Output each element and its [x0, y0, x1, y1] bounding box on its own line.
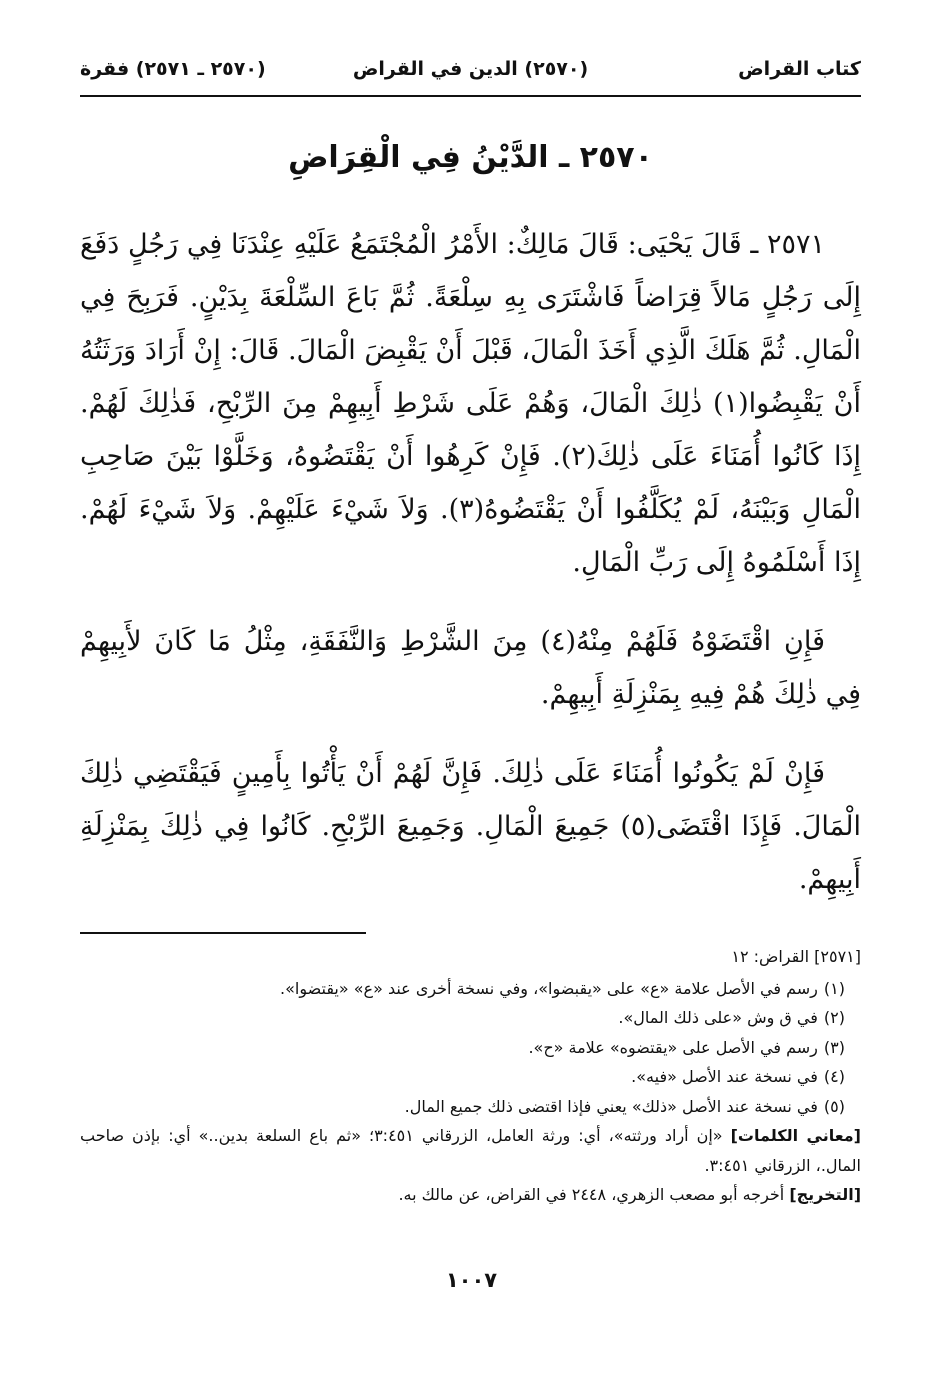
footnote-text: في نسخة عند الأصل «فيه».: [631, 1067, 818, 1086]
paragraph-continuation-2: فَإِنْ لَمْ يَكُونُوا أُمَنَاءَ عَلَى ذٰلِكَ. فَإِنَّ لَهُمْ أَنْ يَأْتُوا بِأَمِينٍ فَيَقْتَضِي ذٰلِكَ الْمَالَ. فَإِذَا اقْتَضَى(٥) جَمِيعَ الْمَالِ. وَجَمِيعَ الرِّبْحِ. كَانُوا فِي ذٰلِكَ بِمَنْزِلَةِ أَبِيهِمْ.: [80, 758, 861, 895]
footnote-4: [80, 1062, 845, 1092]
footnotes-section: [80, 942, 861, 1210]
word-meanings: [80, 1121, 861, 1180]
footnote-number: (٥): [823, 1096, 845, 1116]
book-title: كتاب القراض: [738, 58, 861, 80]
footnote-text: في ق وش «على ذلك المال».: [618, 1008, 818, 1027]
footnote-number: (٣): [823, 1037, 845, 1057]
footnote-divider: [80, 932, 366, 934]
main-text: [80, 218, 861, 932]
takhrij: [80, 1180, 861, 1210]
chapter-heading: ٢٥٧٠ ـ الدَّيْنُ فِي الْقِرَاضِ: [288, 140, 653, 175]
footnote-5: [80, 1092, 845, 1122]
source-reference: [٢٥٧١] القراض: ١٢: [731, 947, 861, 966]
section-title: (٢٥٧٠) الدين في القراض: [352, 58, 589, 80]
takhrij-label: [التخريج]: [789, 1185, 861, 1204]
paragraph-2571: ٢٥٧١ ـ قَالَ يَحْيَى: قَالَ مَالِكٌ: الأَمْرُ الْمُجْتَمَعُ عَلَيْهِ عِنْدَنَا فِي رَجُلٍ دَفَعَ إِلَى رَجُلٍ مَالاً قِرَاضاً فَاشْتَرَى بِهِ سِلْعَةً. ثُمَّ بَاعَ السِّلْعَةَ بِدَيْنٍ. فَرَبِحَ فِي الْمَالِ. ثُمَّ هَلَكَ الَّذِي أَخَذَ الْمَالَ، قَبْلَ أَنْ يَقْبِضَ الْمَالَ. قَالَ: إِنْ أَرَادَ وَرَثَتُهُ أَنْ يَقْبِضُوا(١) ذٰلِكَ الْمَالَ، وَهُمْ عَلَى شَرْطِ أَبِيهِمْ مِنَ الرِّبْحِ، فَذٰلِكَ لَهُمْ. إِذَا كَانُوا أُمَنَاءَ عَلَى ذٰلِكَ(٢). فَإِنْ كَرِهُوا أَنْ يَقْتَضُوهُ، وَخَلَّوْا بَيْنَ صَاحِبِ الْمَالِ وَبَيْنَهُ، لَمْ يُكَلَّفُوا أَنْ يَقْتَضُوهُ(٣). وَلاَ شَيْءَ عَلَيْهِمْ. وَلاَ شَيْءَ لَهُمْ. إِذَا أَسْلَمُوهُ إِلَى رَبِّ الْمَالِ.: [80, 229, 861, 578]
footnote-text: في نسخة عند الأصل «ذلك» يعني فإذا اقتضى ذلك جميع المال.: [404, 1096, 818, 1116]
header-divider: [80, 95, 861, 97]
footnote-2: [80, 1003, 845, 1033]
footnote-number: (٤): [823, 1067, 845, 1086]
takhrij-text: أخرجه أبو مصعب الزهري، ٢٤٤٨ في القراض، عن مالك به.: [398, 1185, 785, 1204]
page-number: ١٠٠٧: [445, 1268, 498, 1292]
paragraph-range: (٢٥٧٠ ـ ٢٥٧١) فقرة: [80, 58, 266, 80]
word-meanings-text: «إن أراد ورثته»، أي: ورثة العامل، الزرقاني ٣:٤٥١؛ «ثم باع السلعة بدين..» أي: بإذن صاحب المال.، الزرقاني ٣:٤٥١.: [80, 1126, 861, 1175]
running-header: [80, 58, 861, 98]
footnote-number: (١): [823, 978, 845, 998]
footnote-list: [80, 974, 861, 1122]
footnote-1: [80, 974, 845, 1004]
paragraph-continuation-1: فَإِنِ اقْتَضَوْهُ فَلَهُمْ مِنْهُ(٤) مِنَ الشَّرْطِ وَالنَّفَقَةِ، مِثْلُ مَا كَانَ لأَبِيهِمْ فِي ذٰلِكَ هُمْ فِيهِ بِمَنْزِلَةِ أَبِيهِمْ.: [80, 626, 861, 710]
footnote-3: [80, 1033, 845, 1063]
footnote-text: رسم في الأصل على «يقتضوه» علامة «ح».: [528, 1037, 818, 1057]
footnote-number: (٢): [823, 1008, 845, 1027]
word-meanings-label: [معاني الكلمات]: [730, 1126, 861, 1145]
footnote-text: رسم في الأصل علامة «ع» على «يقبضوا»، وفي نسخة أخرى عند «ع» «يقتضوا».: [280, 978, 818, 998]
